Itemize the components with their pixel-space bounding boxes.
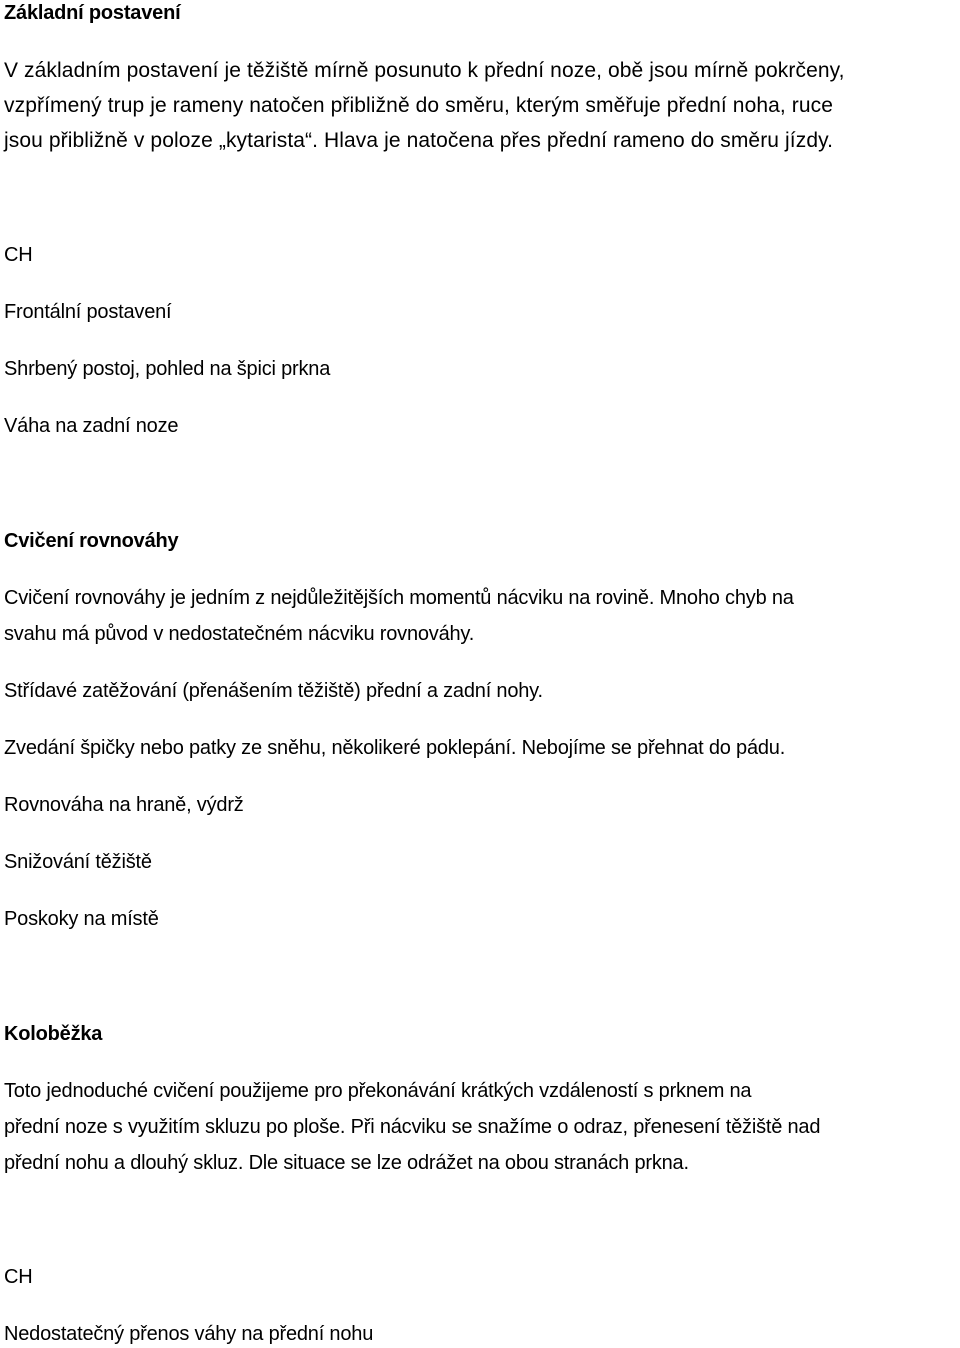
paragraph-line: Toto jednoduché cvičení použijeme pro překonávání krátkých vzdáleností s prknem na [4,1080,752,1102]
heading-kolobezka: Koloběžka [4,1023,103,1045]
paragraph-line: přední nohu a dlouhý skluz. Dle situace se lze odrážet na obou stranách prkna. [4,1152,689,1174]
exercise-item: Poskoky na místě [4,908,159,930]
exercise-item: Zvedání špičky nebo patky ze sněhu, několikeré poklepání. Nebojíme se přehnat do pádu. [4,737,786,759]
heading-zakladni-postaveni: Základní postavení [4,2,181,24]
ch-item: Frontální postavení [4,301,172,323]
ch-item: Nedostatečný přenos váhy na přední nohu [4,1323,374,1345]
paragraph-line: Cvičení rovnováhy je jedním z nejdůležitějších momentů nácviku na rovině. Mnoho chyb na [4,587,794,609]
paragraph-line: V základním postavení je těžiště mírně posunuto k přední noze, obě jsou mírně pokrčeny, [4,59,845,82]
ch-item: Shrbený postoj, pohled na špici prkna [4,358,331,380]
ch-label: CH [4,244,33,266]
ch-item: Váha na zadní noze [4,415,179,437]
exercise-item: Střídavé zatěžování (přenášením těžiště) přední a zadní nohy. [4,680,543,702]
paragraph-line: svahu má původ v nedostatečném nácviku rovnováhy. [4,623,475,645]
paragraph-line: vzpřímený trup je rameny natočen přibližně do směru, kterým směřuje přední noha, ruce [4,94,834,117]
ch-label: CH [4,1266,33,1288]
paragraph-line: jsou přibližně v poloze „kytarista“. Hlava je natočena přes přední rameno do směru jízdy. [4,129,834,152]
exercise-item: Snižování těžiště [4,851,152,873]
exercise-item: Rovnováha na hraně, výdrž [4,794,244,816]
heading-cviceni-rovnovahy: Cvičení rovnováhy [4,530,179,552]
paragraph-line: přední noze s využitím skluzu po ploše. Při nácviku se snažíme o odraz, přenesení těžiště nad [4,1116,821,1138]
